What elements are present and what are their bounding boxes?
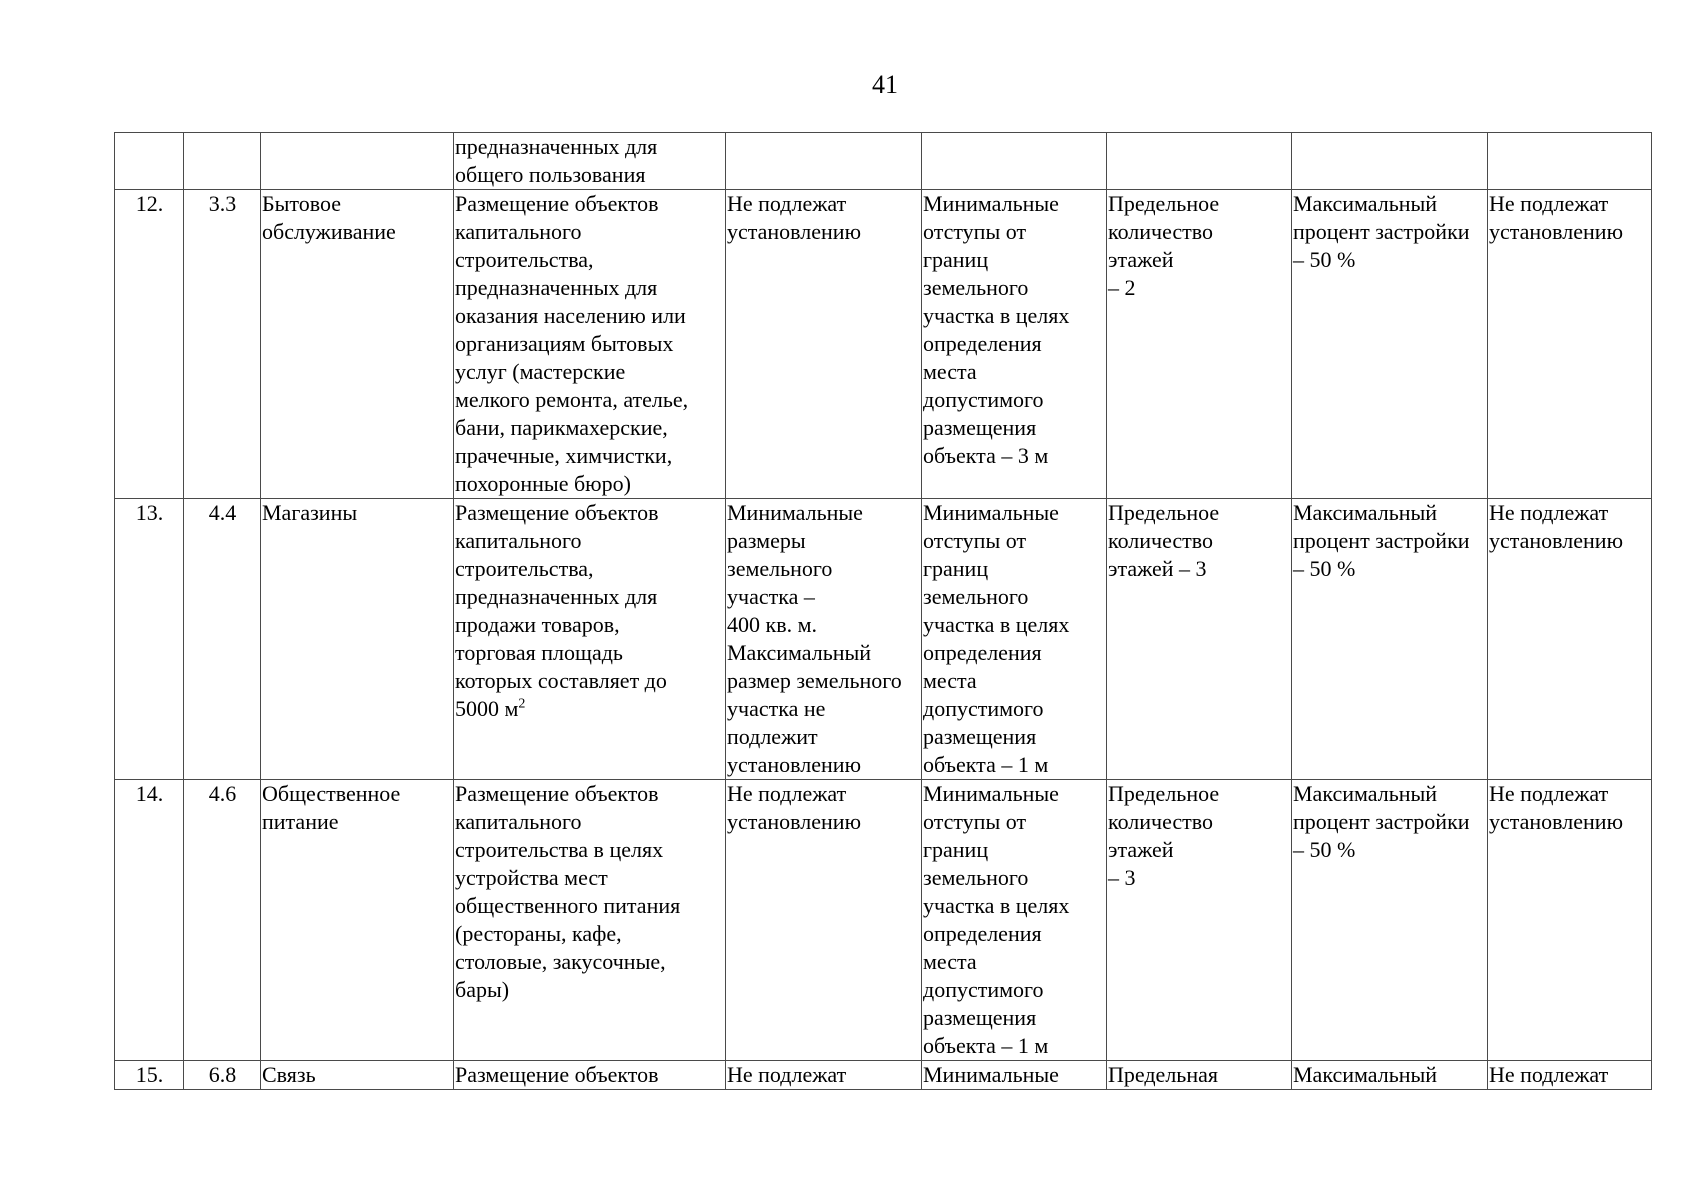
table-row [115, 190, 1652, 499]
setbacks-cell: Минимальные отступы от границ земельного участка в целях определения места допустимого размещения объекта – 1 м [922, 499, 1107, 780]
use-name-cell [261, 133, 454, 190]
page-number: 41 [872, 70, 898, 99]
coverage-cell [1292, 133, 1488, 190]
use-code-cell: 6.8 [184, 1061, 261, 1090]
plot-size-cell: Минимальные размеры земельного участка – 400 кв. м. Максимальный размер земельного участка не подлежит установлению [726, 499, 922, 780]
other-limits-cell: Не подлежат установлению [1488, 499, 1652, 780]
coverage-cell: Максимальный процент застройки – 50 % [1292, 499, 1488, 780]
floors-cell: Предельное количество этажей – 3 [1107, 499, 1292, 780]
land-use-table [114, 132, 1652, 1090]
other-limits-cell: Не подлежат [1488, 1061, 1652, 1090]
row-number-cell [115, 133, 184, 190]
other-limits-cell [1488, 133, 1652, 190]
coverage-cell: Максимальный процент застройки – 50 % [1292, 780, 1488, 1061]
other-limits-cell: Не подлежат установлению [1488, 190, 1652, 499]
floors-cell: Предельная [1107, 1061, 1292, 1090]
row-number-cell: 13. [115, 499, 184, 780]
coverage-cell: Максимальный процент застройки – 50 % [1292, 190, 1488, 499]
table-row [115, 780, 1652, 1061]
use-code-cell: 4.4 [184, 499, 261, 780]
plot-size-cell [726, 133, 922, 190]
coverage-cell: Максимальный [1292, 1061, 1488, 1090]
plot-size-cell: Не подлежат установлению [726, 190, 922, 499]
table-row [115, 1061, 1652, 1090]
use-description-cell: предназначенных для общего пользования [454, 133, 726, 190]
row-number-cell: 12. [115, 190, 184, 499]
row-number-cell: 14. [115, 780, 184, 1061]
plot-size-cell: Не подлежат установлению [726, 780, 922, 1061]
floors-cell [1107, 133, 1292, 190]
use-name-cell: Общественное питание [261, 780, 454, 1061]
setbacks-cell [922, 133, 1107, 190]
row-number-cell: 15. [115, 1061, 184, 1090]
use-description-cell: Размещение объектов [454, 1061, 726, 1090]
use-code-cell: 4.6 [184, 780, 261, 1061]
use-name-cell: Бытовое обслуживание [261, 190, 454, 499]
use-name-cell: Магазины [261, 499, 454, 780]
use-code-cell: 3.3 [184, 190, 261, 499]
use-description-cell: Размещение объектов капитального строительства в целях устройства мест общественного питания (рестораны, кафе, столовые, закусочные, бары) [454, 780, 726, 1061]
plot-size-cell: Не подлежат [726, 1061, 922, 1090]
table-row [115, 133, 1652, 190]
floors-cell: Предельное количество этажей – 3 [1107, 780, 1292, 1061]
use-name-cell: Связь [261, 1061, 454, 1090]
use-description-text: Размещение объектов капитального строительства, предназначенных для продажи товаров, торговая площадь которых составляет до 5000 м [455, 500, 667, 721]
floors-cell: Предельное количество этажей – 2 [1107, 190, 1292, 499]
use-description-cell [454, 499, 726, 780]
setbacks-cell: Минимальные отступы от границ земельного участка в целях определения места допустимого размещения объекта – 1 м [922, 780, 1107, 1061]
use-code-cell [184, 133, 261, 190]
use-description-cell: Размещение объектов капитального строительства, предназначенных для оказания населению или организациям бытовых услуг (мастерские мелкого ремонта, ателье, бани, парикмахерские, прачечные, химчистки, похоронные бюро) [454, 190, 726, 499]
setbacks-cell: Минимальные отступы от границ земельного участка в целях определения места допустимого размещения объекта – 3 м [922, 190, 1107, 499]
square-superscript: 2 [518, 696, 526, 712]
other-limits-cell: Не подлежат установлению [1488, 780, 1652, 1061]
table-row [115, 499, 1652, 780]
setbacks-cell: Минимальные [922, 1061, 1107, 1090]
